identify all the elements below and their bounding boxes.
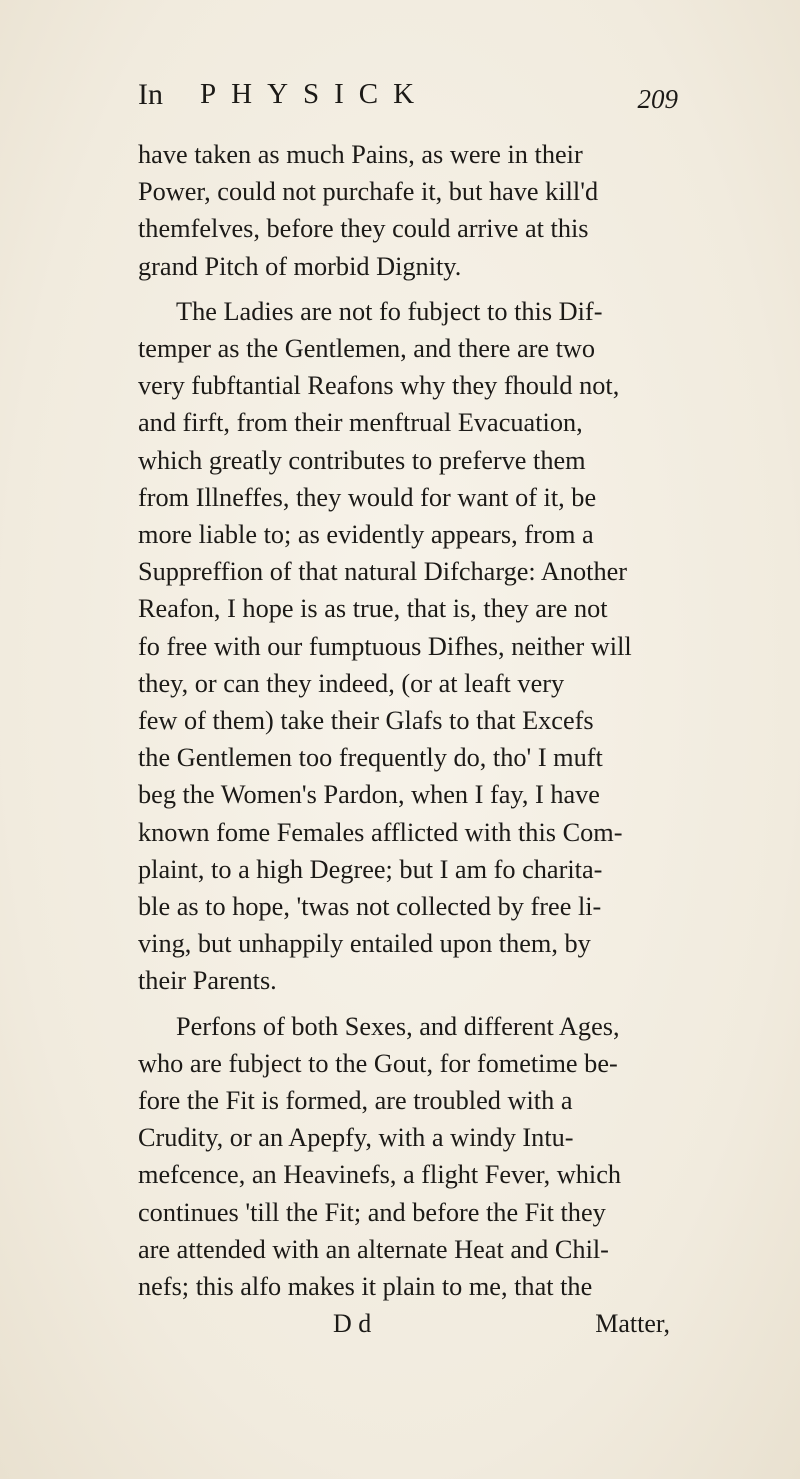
text-line: are attended with an alternate Heat and Chil- [138, 1234, 609, 1264]
paragraph-1 [138, 136, 678, 285]
text-line: plaint, to a high Degree; but I am fo charita- [138, 854, 603, 884]
text-line: ble as to hope, 'twas not collected by free li- [138, 892, 602, 922]
text-line: fo free with our fumptuous Difhes, neither will [138, 631, 632, 661]
text-line: Power, could not purchafe it, but have kill'd [138, 177, 599, 207]
paragraph-2 [138, 293, 678, 1000]
running-head-in: In [138, 78, 163, 111]
text-line: they, or can they indeed, (or at leaft very [138, 668, 565, 698]
text-line: Suppreffion of that natural Difcharge: Another [138, 557, 628, 587]
text-line: Crudity, or an Apepfy, with a windy Intu- [138, 1123, 574, 1153]
text-line: mefcence, an Heavinefs, a flight Fever, which [138, 1160, 622, 1190]
text-line: more liable to; as evidently appears, from a [138, 520, 594, 550]
text-line: grand Pitch of morbid Dignity. [138, 251, 462, 281]
text-line: Perfons of both Sexes, and different Ages, [176, 1011, 620, 1041]
text-line: ving, but unhappily entailed upon them, by [138, 929, 591, 959]
text-line: fore the Fit is formed, are troubled with a [138, 1086, 573, 1116]
text-line: known fome Females afflicted with this Com- [138, 817, 623, 847]
catchline [138, 1305, 678, 1343]
text-line: themfelves, before they could arrive at this [138, 214, 589, 244]
text-line: beg the Women's Pardon, when I fay, I have [138, 780, 600, 810]
text-line: few of them) take their Glafs to that Excefs [138, 706, 594, 736]
text-line: from Illneffes, they would for want of it, be [138, 482, 597, 512]
signature-mark: D d [333, 1309, 372, 1339]
text-line: the Gentlemen too frequently do, tho' I muft [138, 743, 603, 773]
text-line: nefs; this alfo makes it plain to me, that the [138, 1272, 593, 1302]
text-line: very fubftantial Reafons why they fhould not, [138, 371, 620, 401]
text-line: Reafon, I hope is as true, that is, they are not [138, 594, 608, 624]
running-head [138, 78, 678, 126]
text-line: continues 'till the Fit; and before the Fit they [138, 1197, 606, 1227]
paragraph-3 [138, 1008, 678, 1306]
text-line: which greatly contributes to preferve them [138, 445, 586, 475]
page-number: 209 [637, 84, 678, 114]
text-line: and firft, from their menftrual Evacuation, [138, 408, 583, 438]
catchword: Matter, [595, 1309, 670, 1339]
text-line: have taken as much Pains, as were in their [138, 140, 583, 169]
running-head-title: PHYSICK [200, 78, 430, 110]
text-line: their Parents. [138, 966, 277, 996]
text-line: temper as the Gentlemen, and there are two [138, 334, 596, 364]
text-block [138, 136, 678, 1343]
text-line: The Ladies are not fo fubject to this Dif- [176, 296, 603, 326]
text-line: who are fubject to the Gout, for fometime be- [138, 1048, 618, 1078]
